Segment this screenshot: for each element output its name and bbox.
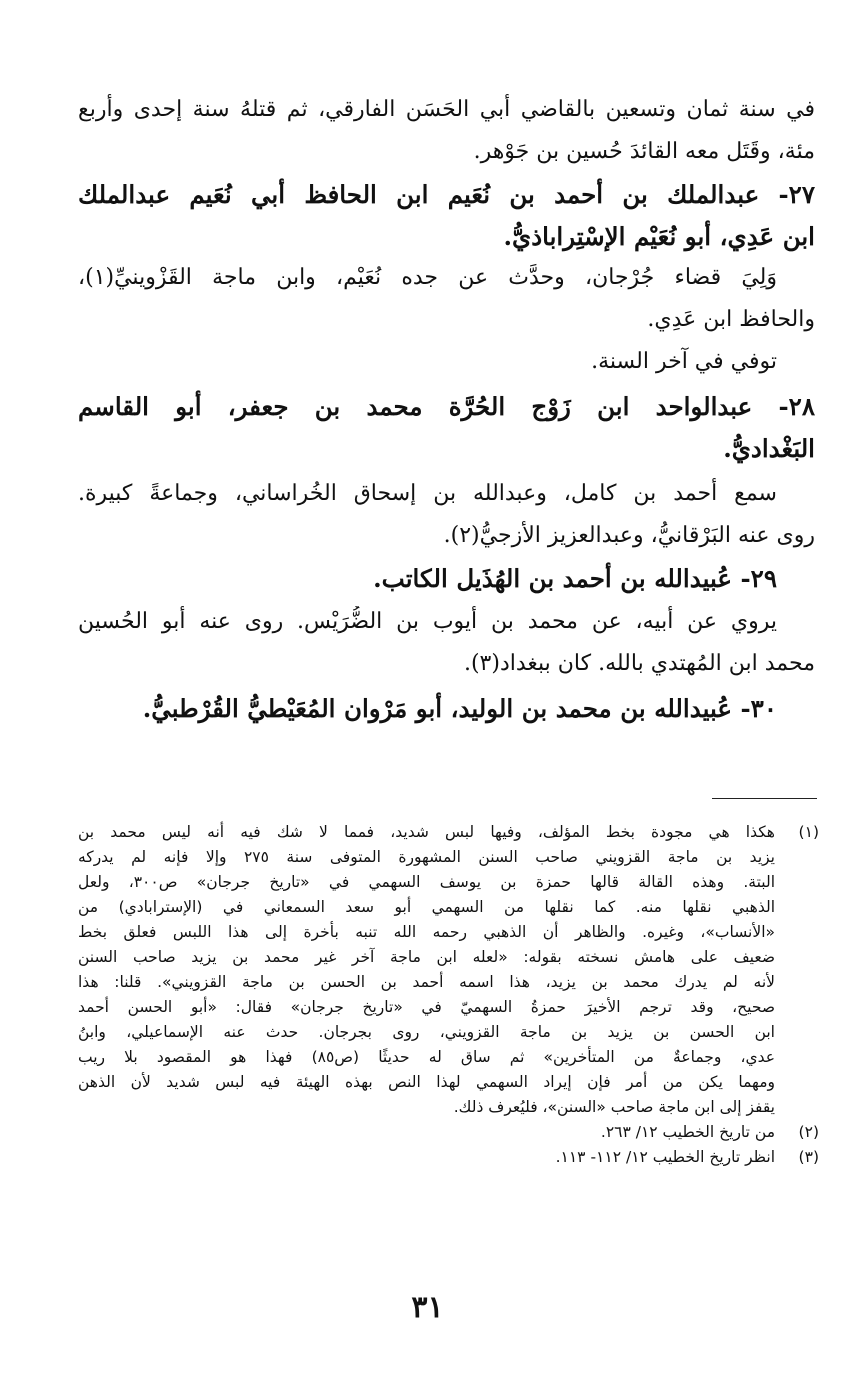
entry-heading-30: ٣٠- عُبيدالله بن محمد بن الوليد، أبو مَرْوان المُعَيْطيُّ القُرْطبيُّ. — [142, 694, 777, 723]
footnote-line: ضعيف على هامش نسخته بقوله: «لعله ابن ماجة آخر غير محمد بن يزيد صاحب السنن — [78, 948, 775, 966]
footnote-line: من تاريخ الخطيب ١٢/ ٢٦٣. — [600, 1123, 775, 1141]
footnote-line: صحيح، وقد ترجم الأخيرَ حمزةُ السهميّ في «تاريخ جرجان» فقال: «أبو الحسن أحمد — [78, 998, 775, 1016]
footnote-line: ابن الحسن بن يزيد بن ماجة القزويني، روى بجرجان. حدث عنه الإسماعيلي، وابنُ — [78, 1023, 775, 1041]
footnote-number-2: (٢) — [798, 1123, 819, 1141]
body-line: محمد ابن المُهتدي بالله. كان ببغداد(٣). — [463, 651, 815, 676]
footnote-line: ومهما يكن من أمر فإن إيراد السهمي لهذا النص بهذه الهيئة فيه لبس شديد لأن الذهن — [78, 1073, 775, 1091]
body-line: وَلِيَ قضاء جُرْجان، وحدَّث عن جده نُعَيْم، وابن ماجة القَزْوينيِّ(١)، — [78, 265, 777, 290]
footnote-line: البتة. وهذه القالة قالها حمزة بن يوسف السهمي في «تاريخ جرجان» ص٣٠٠، ولعل — [78, 873, 775, 891]
entry-heading-27-cont: ابن عَدِي، أبو نُعَيْم الإسْتِراباذيُّ. — [503, 222, 815, 251]
body-line: سمع أحمد بن كامل، وعبدالله بن إسحاق الخُراساني، وجماعةً كبيرة. — [78, 481, 777, 506]
footnote-line: عدي، وجماعةٌ من المتأخرين» ثم ساق له حديثًا (ص٨٥) فهذا هو المقصود بلا ريب — [78, 1048, 775, 1066]
entry-heading-28: ٢٨- عبدالواحد ابن زَوْج الحُرَّة محمد بن جعفر، أبو القاسم — [78, 392, 815, 421]
body-line: يروي عن أبيه، عن محمد بن أيوب بن الضُّرَيْس. روى عنه أبو الحُسين — [78, 609, 777, 634]
footnote-line: يزيد بن ماجة القزويني صاحب السنن المشهورة المتوفى سنة ٢٧٥ وإلا فإنه لم يدركه — [78, 848, 775, 866]
body-line: روى عنه البَرْقانيُّ، وعبدالعزيز الأزجيُّ(٢). — [443, 523, 815, 548]
footnote-number-1: (١) — [798, 823, 819, 841]
footnote-line: يقفز إلى ابن ماجة صاحب «السنن»، فليُعرف ذلك. — [453, 1098, 775, 1116]
footnote-line: «الأنساب»، وغيره. والظاهر أن الذهبي رحمه الله تنبه بأخرة إلى هذا اللبس فعلق بخط — [78, 923, 775, 941]
footnote-line: انظر تاريخ الخطيب ١٢/ ١١٢- ١١٣. — [555, 1148, 775, 1166]
body-line: والحافظ ابن عَدِي. — [647, 307, 815, 332]
body-line: في سنة ثمان وتسعين بالقاضي أبي الحَسَن الفارقي، ثم قتلهُ سنة إحدى وأربع — [78, 97, 815, 122]
page-number: ٣١ — [411, 1290, 444, 1325]
entry-heading-28-cont: البَغْداديُّ. — [723, 434, 815, 463]
footnote-line: لأنه لم يدرك محمد بن يزيد، هذا اسمه أحمد بن الحسن بن ماجة القزويني». قلنا: هذا — [78, 973, 775, 991]
footnote-separator — [712, 798, 817, 799]
footnote-line: الذهبي نقلها منه. كما نقلها من السهمي أبو سعد السمعاني في (الإسترابادي) من — [78, 898, 775, 916]
body-line: مئة، وقَتَل معه القائدَ حُسين بن جَوْهر. — [473, 139, 815, 164]
body-line: توفي في آخر السنة. — [591, 349, 777, 374]
footnote-line: هكذا هي مجودة بخط المؤلف، وفيها لبس شديد، فمما لا شك فيه أنه ليس محمد بن — [78, 823, 775, 841]
entry-heading-29: ٢٩- عُبيدالله بن أحمد بن الهُذَيل الكاتب. — [373, 564, 777, 593]
entry-heading-27: ٢٧- عبدالملك بن أحمد بن نُعَيم ابن الحافظ أبي نُعَيم عبدالملك — [78, 180, 815, 209]
footnote-number-3: (٣) — [798, 1148, 819, 1166]
